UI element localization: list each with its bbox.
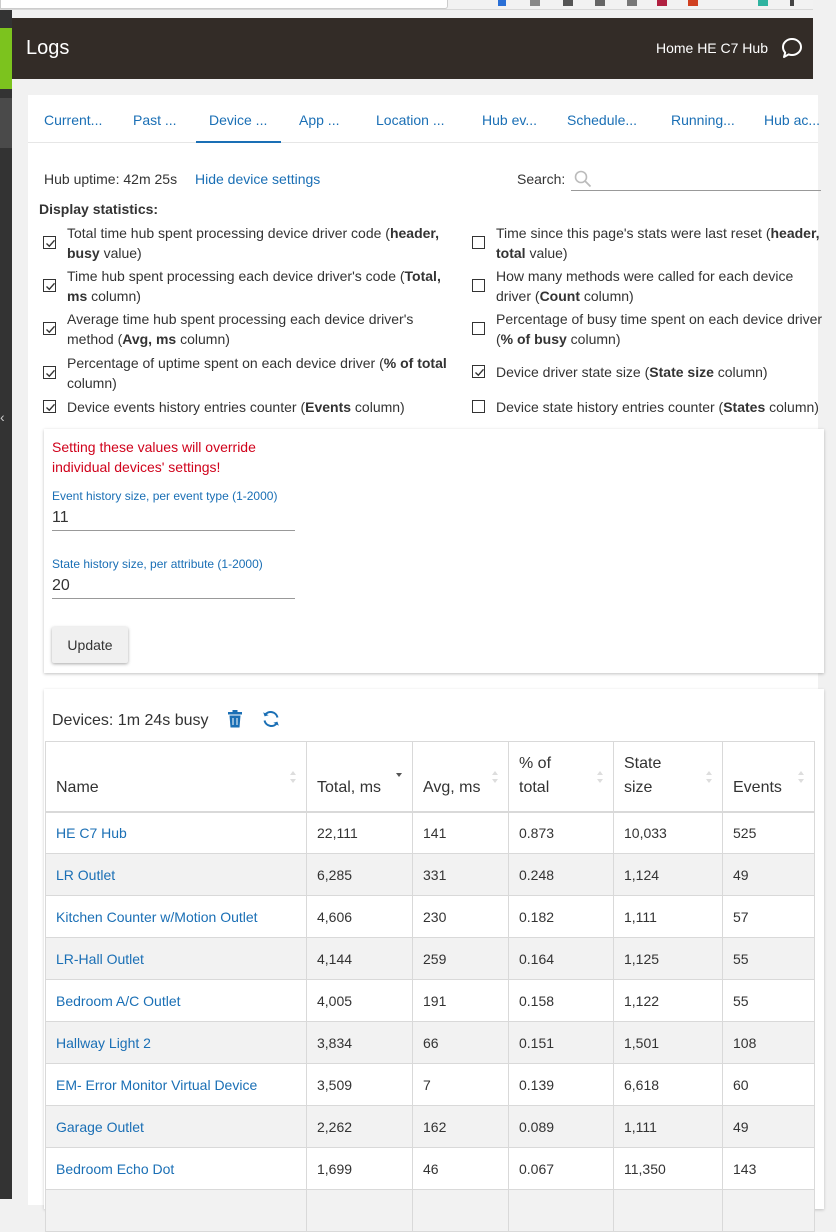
stat-option-label: Time since this page's stats were last reset (header, total value) (496, 225, 820, 261)
events-cell: 60 (723, 1064, 815, 1106)
event-history-label: Event history size, per event type (1-2000) (52, 489, 278, 503)
sidebar-collapse-icon[interactable]: ‹ (0, 409, 5, 425)
device-name-cell (46, 938, 307, 980)
browser-menu-icon[interactable] (790, 0, 794, 6)
device-link[interactable]: HE C7 Hub (56, 824, 127, 841)
stat-checkbox[interactable] (472, 279, 485, 292)
device-link[interactable]: Bedroom Echo Dot (56, 1160, 175, 1177)
column-header-avg[interactable]: Avg, ms (413, 742, 509, 812)
avg-ms-cell: 46 (413, 1148, 509, 1190)
device-link[interactable]: LR-Hall Outlet (56, 950, 144, 967)
active-tab-indicator (196, 141, 281, 143)
override-settings-card (44, 429, 824, 673)
events-cell: 108 (723, 1022, 815, 1064)
column-header-pct-total[interactable]: % of total (509, 742, 614, 812)
device-link[interactable]: Kitchen Counter w/Motion Outlet (56, 908, 258, 925)
events-cell: 525 (723, 812, 815, 854)
stat-option-pct-busy[interactable] (472, 309, 823, 349)
address-bar[interactable] (0, 0, 448, 9)
sort-icon (797, 770, 805, 784)
column-header-state-size[interactable]: State size (614, 742, 723, 812)
app-header (12, 18, 813, 79)
stat-checkbox[interactable] (43, 236, 56, 249)
device-link[interactable]: Bedroom A/C Outlet (56, 992, 181, 1009)
state-size-cell: 1,122 (614, 980, 723, 1022)
table-row (46, 938, 815, 980)
stat-option-state-size[interactable] (472, 362, 818, 382)
stat-option-avg-ms[interactable] (43, 309, 443, 349)
hub-name: Home HE C7 Hub (655, 40, 768, 56)
sidebar-item[interactable] (0, 98, 12, 148)
table-row (46, 1064, 815, 1106)
total-ms-cell: 6,285 (307, 854, 413, 896)
state-size-cell: 1,125 (614, 938, 723, 980)
browser-extension-icon[interactable] (657, 0, 667, 6)
pct-total-cell: 0.067 (509, 1148, 614, 1190)
tab-hub-actions[interactable]: Hub ac... (764, 112, 821, 128)
trash-icon[interactable] (227, 710, 243, 728)
sort-icon (705, 770, 713, 784)
search-label: Search: (517, 171, 566, 187)
events-cell (723, 1190, 815, 1232)
total-ms-cell: 4,144 (307, 938, 413, 980)
total-ms-cell: 22,111 (307, 812, 413, 854)
pct-total-cell: 0.139 (509, 1064, 614, 1106)
tab-app-stats[interactable]: App ... (299, 112, 340, 128)
pct-total-cell: 0.151 (509, 1022, 614, 1064)
pct-total-cell: 0.164 (509, 938, 614, 980)
stat-option-label: Device events history entries counter (Events column) (67, 399, 405, 415)
sort-icon (491, 770, 499, 784)
tab-bar (28, 95, 821, 143)
table-row (46, 1022, 815, 1064)
device-name-cell (46, 854, 307, 896)
state-size-cell: 11,350 (614, 1148, 723, 1190)
tab-scheduled[interactable]: Schedule... (567, 112, 638, 128)
update-button[interactable]: Update (52, 627, 128, 663)
stat-checkbox[interactable] (472, 322, 485, 335)
stat-option-pct-total[interactable] (43, 353, 447, 393)
pct-total-cell: 0.248 (509, 854, 614, 896)
total-ms-cell: 2,262 (307, 1106, 413, 1148)
events-cell: 49 (723, 854, 815, 896)
devices-busy-title: Devices: 1m 24s busy (52, 712, 209, 729)
state-size-cell: 1,501 (614, 1022, 723, 1064)
devices-card (44, 689, 824, 1209)
avg-ms-cell: 7 (413, 1064, 509, 1106)
events-cell: 57 (723, 896, 815, 938)
table-row (46, 854, 815, 896)
tab-device-stats[interactable]: Device ... (209, 112, 268, 128)
stat-option-label: Device driver state size (State size column) (496, 364, 768, 380)
browser-extension-icon[interactable] (627, 0, 637, 6)
browser-extension-icon[interactable] (498, 0, 506, 6)
device-name-cell (46, 1106, 307, 1148)
stat-option-label: Percentage of uptime spent on each device driver (% of total column) (67, 355, 447, 391)
browser-extension-icon[interactable] (530, 0, 540, 6)
total-ms-cell: 3,834 (307, 1022, 413, 1064)
state-size-cell: 1,111 (614, 1106, 723, 1148)
stat-option-label: Percentage of busy time spent on each device driver (% of busy column) (496, 311, 823, 347)
device-link[interactable]: Hallway Light 2 (56, 1034, 151, 1051)
hub-uptime: Hub uptime: 42m 25s (44, 171, 178, 187)
stat-option-label: How many methods were called for each device driver (Count column) (496, 268, 794, 304)
table-header-row (46, 742, 815, 812)
sort-icon (596, 770, 604, 784)
device-link[interactable]: EM- Error Monitor Virtual Device (56, 1076, 258, 1093)
pct-total-cell: 0.873 (509, 812, 614, 854)
stat-option-label: Average time hub spent processing each device driver's method (Avg, ms column) (67, 311, 414, 347)
avg-ms-cell: 331 (413, 854, 509, 896)
total-ms-cell: 1,699 (307, 1148, 413, 1190)
avg-ms-cell: 162 (413, 1106, 509, 1148)
table-row (46, 1190, 815, 1232)
column-header-total[interactable]: Total, ms (307, 742, 413, 812)
display-statistics-title: Display statistics: (39, 201, 159, 217)
sidebar-accent (0, 28, 12, 89)
pct-total-cell: 0.182 (509, 896, 614, 938)
chat-icon[interactable] (781, 37, 803, 59)
device-link[interactable]: Garage Outlet (56, 1118, 144, 1135)
device-name-cell (46, 1190, 307, 1232)
stat-option-total-ms[interactable] (43, 266, 443, 306)
device-name-cell (46, 1064, 307, 1106)
stat-option-label: Time hub spent processing each device driver's code (Total, ms column) (67, 268, 441, 304)
table-row (46, 896, 815, 938)
stat-checkbox[interactable] (43, 366, 56, 379)
pct-total-cell: 0.089 (509, 1106, 614, 1148)
avg-ms-cell: 141 (413, 812, 509, 854)
avg-ms-cell: 191 (413, 980, 509, 1022)
stat-checkbox[interactable] (472, 365, 485, 378)
events-cell: 143 (723, 1148, 815, 1190)
device-name-cell (46, 812, 307, 854)
search-field[interactable] (571, 165, 821, 191)
column-header-events[interactable]: Events (723, 742, 815, 812)
page-title: Logs (26, 37, 70, 59)
refresh-icon[interactable] (262, 710, 280, 728)
tab-location[interactable]: Location ... (376, 112, 445, 128)
browser-extension-icon[interactable] (758, 0, 768, 6)
total-ms-cell: 3,509 (307, 1064, 413, 1106)
device-name-cell (46, 896, 307, 938)
state-history-label: State history size, per attribute (1-2000) (52, 557, 263, 571)
avg-ms-cell: 230 (413, 896, 509, 938)
override-warning: Setting these values will override individual devices' settings! (52, 439, 256, 475)
pct-total-cell (509, 1190, 614, 1232)
browser-extension-icon[interactable] (563, 0, 573, 6)
device-name-cell (46, 980, 307, 1022)
state-size-cell (614, 1190, 723, 1232)
events-cell: 55 (723, 938, 815, 980)
device-name-cell (46, 1022, 307, 1064)
pct-total-cell: 0.158 (509, 980, 614, 1022)
total-ms-cell: 4,005 (307, 980, 413, 1022)
avg-ms-cell: 259 (413, 938, 509, 980)
table-row (46, 812, 815, 854)
browser-extension-icon[interactable] (595, 0, 605, 6)
device-name-cell (46, 1148, 307, 1190)
total-ms-cell: 4,606 (307, 896, 413, 938)
hide-device-settings-link[interactable]: Hide device settings (195, 171, 321, 187)
event-history-input[interactable] (52, 505, 295, 531)
stat-option-events[interactable] (43, 397, 443, 417)
sidebar-rail (0, 10, 12, 1199)
device-link[interactable]: LR Outlet (56, 866, 116, 883)
stat-option-label: Total time hub spent processing device driver code (header, busy value) (67, 225, 439, 261)
avg-ms-cell (413, 1190, 509, 1232)
avg-ms-cell: 66 (413, 1022, 509, 1064)
tab-hub-events[interactable]: Hub ev... (482, 112, 537, 128)
sort-icon (289, 770, 297, 784)
devices-table (45, 741, 815, 1232)
tab-current[interactable]: Current... (44, 112, 103, 128)
state-size-cell: 1,124 (614, 854, 723, 896)
tab-past[interactable]: Past ... (133, 112, 177, 128)
total-ms-cell (307, 1190, 413, 1232)
state-size-cell: 6,618 (614, 1064, 723, 1106)
stat-checkbox[interactable] (43, 322, 56, 335)
stat-checkbox[interactable] (472, 236, 485, 249)
state-size-cell: 1,111 (614, 896, 723, 938)
table-row (46, 980, 815, 1022)
sort-descending-icon (395, 764, 403, 778)
events-cell: 55 (723, 980, 815, 1022)
tab-running[interactable]: Running... (671, 112, 735, 128)
search-input[interactable] (597, 167, 817, 189)
table-row (46, 1106, 815, 1148)
browser-extension-icon[interactable] (688, 0, 698, 6)
column-header-name[interactable]: Name (46, 742, 307, 812)
stat-option-header-total[interactable] (472, 223, 818, 263)
search-icon (574, 170, 592, 188)
stat-option-label: Device state history entries counter (States column) (496, 399, 819, 415)
state-size-cell: 10,033 (614, 812, 723, 854)
stat-option-count[interactable] (472, 266, 818, 306)
stat-checkbox[interactable] (43, 279, 56, 292)
stat-option-states[interactable] (472, 397, 818, 417)
browser-toolbar (0, 0, 813, 10)
main-card (28, 95, 823, 1205)
state-history-input[interactable] (52, 573, 295, 599)
stat-option-header-busy[interactable] (43, 223, 443, 263)
stat-checkbox[interactable] (472, 400, 485, 413)
stat-checkbox[interactable] (43, 400, 56, 413)
events-cell: 49 (723, 1106, 815, 1148)
table-row (46, 1148, 815, 1190)
